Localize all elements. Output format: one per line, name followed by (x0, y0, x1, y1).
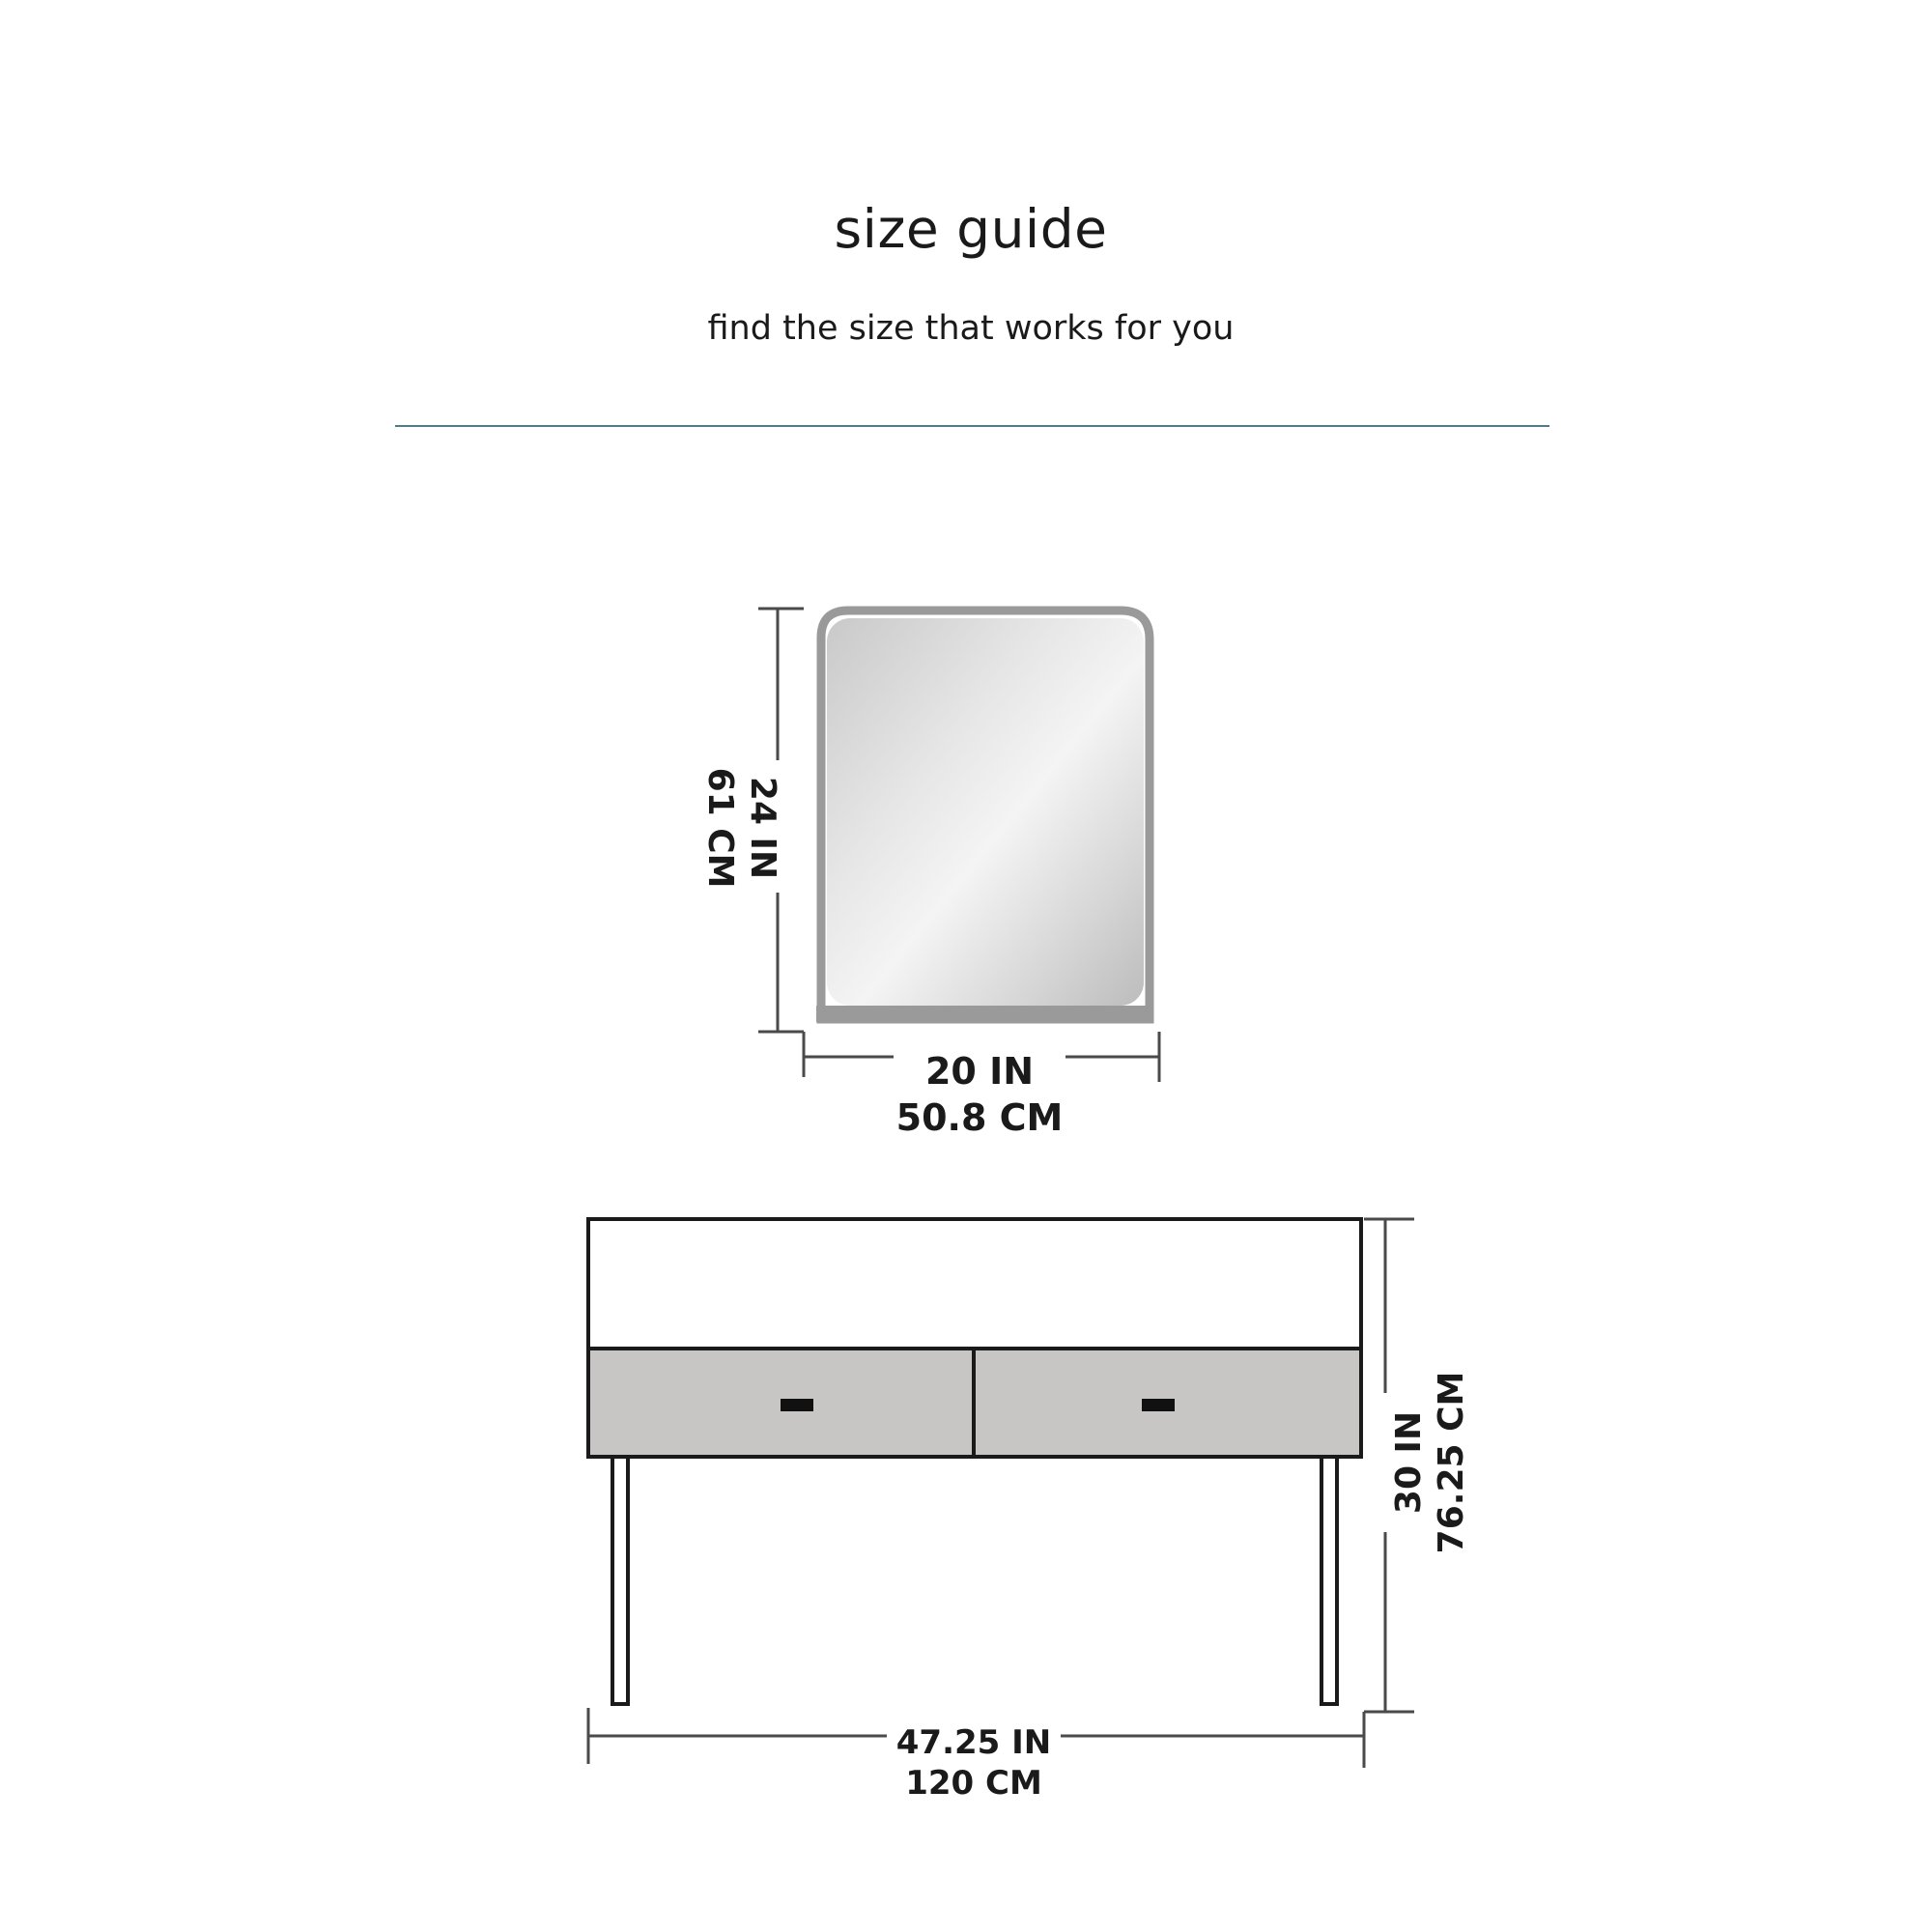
page-subtitle: find the size that works for you (707, 309, 1235, 348)
console-top-shelf (588, 1219, 1361, 1349)
console-height-cm-label: 76.25 CM (1432, 1371, 1471, 1554)
drawer-handle-left (781, 1399, 813, 1411)
mirror-illustration (816, 611, 1153, 1022)
console-width-in-label: 47.25 IN (895, 1723, 1052, 1762)
console-leg-left (612, 1457, 628, 1704)
mirror-height-in-label: 24 IN (743, 776, 782, 880)
mirror-shelf (816, 1006, 1153, 1022)
console-table-illustration (588, 1219, 1361, 1704)
mirror-height-cm-label: 61 CM (700, 767, 740, 889)
mirror-glass (827, 618, 1144, 1006)
mirror-width-in-label: 20 IN (924, 1050, 1035, 1093)
drawer-handle-right (1142, 1399, 1175, 1411)
console-width-cm-label: 120 CM (905, 1764, 1042, 1803)
console-height-in-label: 30 IN (1389, 1410, 1429, 1515)
console-leg-right (1321, 1457, 1337, 1704)
page-title: size guide (834, 198, 1108, 260)
mirror-width-cm-label: 50.8 CM (895, 1096, 1064, 1139)
